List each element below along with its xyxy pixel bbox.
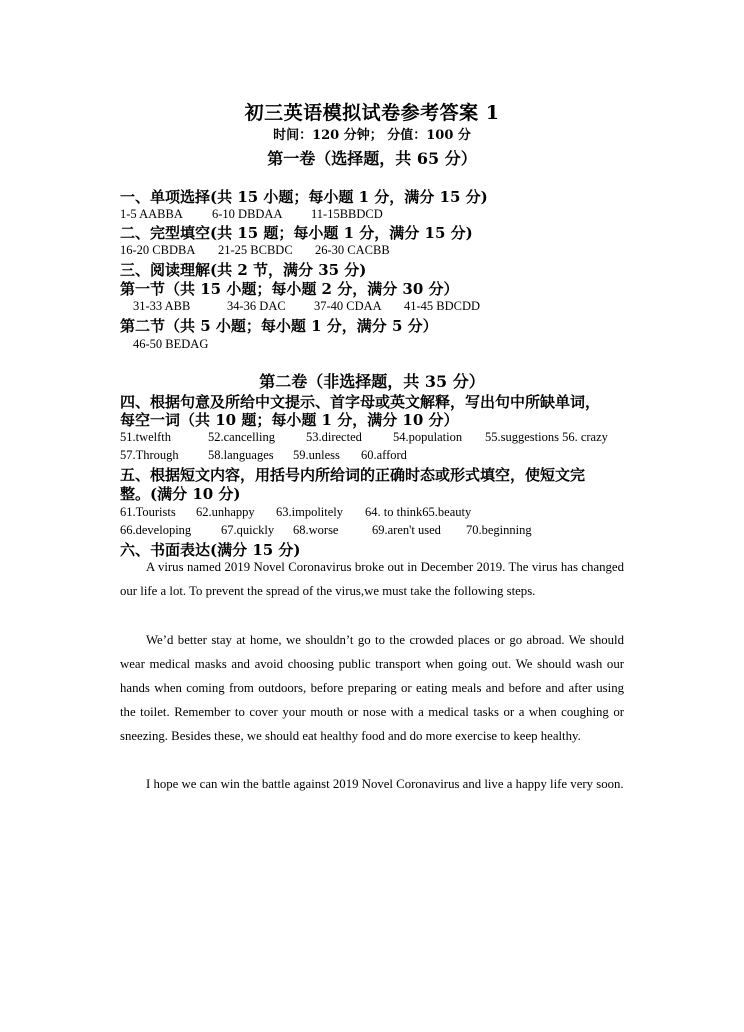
volume-one-heading: 第一卷（选择题，共 65 分） (267, 149, 477, 168)
section-four-answers-row2 (120, 448, 407, 463)
answer-item: 53.directed (306, 430, 362, 444)
section-two-heading: 二、完型填空(共 15 题；每小题 1 分，满分 15 分) (120, 224, 473, 242)
answer-item: 52.cancelling (208, 430, 275, 444)
section-three-part-one-heading: 第一节（共 15 小题；每小题 2 分，满分 30 分） (120, 280, 459, 298)
answer-group: 6-10 DBDAA (212, 207, 283, 221)
answer-group: 31-33 ABB (133, 299, 191, 313)
answer-item: 54.population (393, 430, 463, 444)
essay-paragraph-2: We’d better stay at home, we shouldn’t go to the crowded places or go abroad. We should wear medical masks and avoid choosing public transport when going out. We should wash our hands when coming from outdoors, before preparing or eating meals and before and after using the toilet. Remember to cover your mouth or nose with a medical tasks or a when coughing or sneezing. Besides these, we should eat healthy food and do more exercise to keep healthy. (120, 633, 624, 743)
document-title: 初三英语模拟试卷参考答案 1 (244, 102, 500, 124)
answer-group: 1-5 AABBA (120, 207, 183, 221)
answer-group: 37-40 CDAA (314, 299, 382, 313)
answer-group: 16-20 CBDBA (120, 243, 196, 257)
answer-group: 26-30 CACBB (315, 243, 390, 257)
answer-item: 61.Tourists (120, 505, 176, 519)
answer-item: 69.aren't used (372, 523, 441, 537)
section-one-answers (120, 207, 383, 222)
answer-item: 60.afford (361, 448, 407, 462)
section-three-heading: 三、阅读理解(共 2 节，满分 35 分) (120, 261, 367, 279)
answer-item: 57.Through (120, 448, 179, 462)
answer-group: 11-15BBDCD (311, 207, 383, 221)
answer-item: 51.twelfth (120, 430, 172, 444)
answer-group: 41-45 BDCDD (404, 299, 481, 313)
section-two-answers (120, 243, 390, 258)
section-five-answers-row1 (120, 505, 471, 520)
answer-item: 70.beginning (466, 523, 532, 537)
section-three-part-two-heading: 第二节（共 5 小题；每小题 1 分，满分 5 分） (120, 317, 438, 335)
answer-item: 67.quickly (221, 523, 275, 537)
answer-item: 55.suggestions 56. crazy (485, 430, 608, 444)
section-three-part-two-answers (133, 337, 208, 352)
section-three-part-one-answers (133, 299, 480, 314)
section-five-answers-row2 (120, 523, 532, 538)
exam-time-score: 时间：120 分钟； 分值：100 分 (273, 128, 471, 143)
answer-item: 58.languages (208, 448, 274, 462)
essay-paragraph-3: I hope we can win the battle against 2019 Novel Coronavirus and live a happy life very soon. (146, 777, 624, 791)
answer-item: 62.unhappy (196, 505, 255, 519)
section-five-heading-line2: 整。(满分 10 分) (120, 485, 241, 503)
section-four-answers-row1 (120, 430, 608, 445)
answer-item: 59.unless (293, 448, 340, 462)
answer-group: 21-25 BCBDC (218, 243, 293, 257)
section-six-heading: 六、书面表达(满分 15 分) (120, 541, 301, 559)
answer-item: 63.impolitely (276, 505, 344, 519)
section-four-heading-line2: 每空一词（共 10 题；每小题 1 分，满分 10 分） (120, 411, 459, 429)
answer-item: 64. to think65.beauty (365, 505, 472, 519)
answer-item: 68.worse (293, 523, 339, 537)
answer-group: 34-36 DAC (227, 299, 286, 313)
section-five-heading-line1: 五、根据短文内容，用括号内所给词的正确时态或形式填空，使短文完 (120, 466, 586, 484)
answer-group: 46-50 BEDAG (133, 337, 209, 351)
essay-paragraph-1: A virus named 2019 Novel Coronavirus broke out in December 2019. The virus has changed our life a lot. To prevent the spread of the virus,we must take the following steps. (120, 560, 624, 598)
volume-two-heading: 第二卷（非选择题，共 35 分） (259, 372, 485, 391)
answer-item: 66.developing (120, 523, 192, 537)
section-one-heading: 一、单项选择(共 15 小题；每小题 1 分，满分 15 分) (120, 188, 488, 206)
section-four-heading-line1: 四、根据句意及所给中文提示、首字母或英文解释，写出句中所缺单词， (120, 393, 601, 411)
